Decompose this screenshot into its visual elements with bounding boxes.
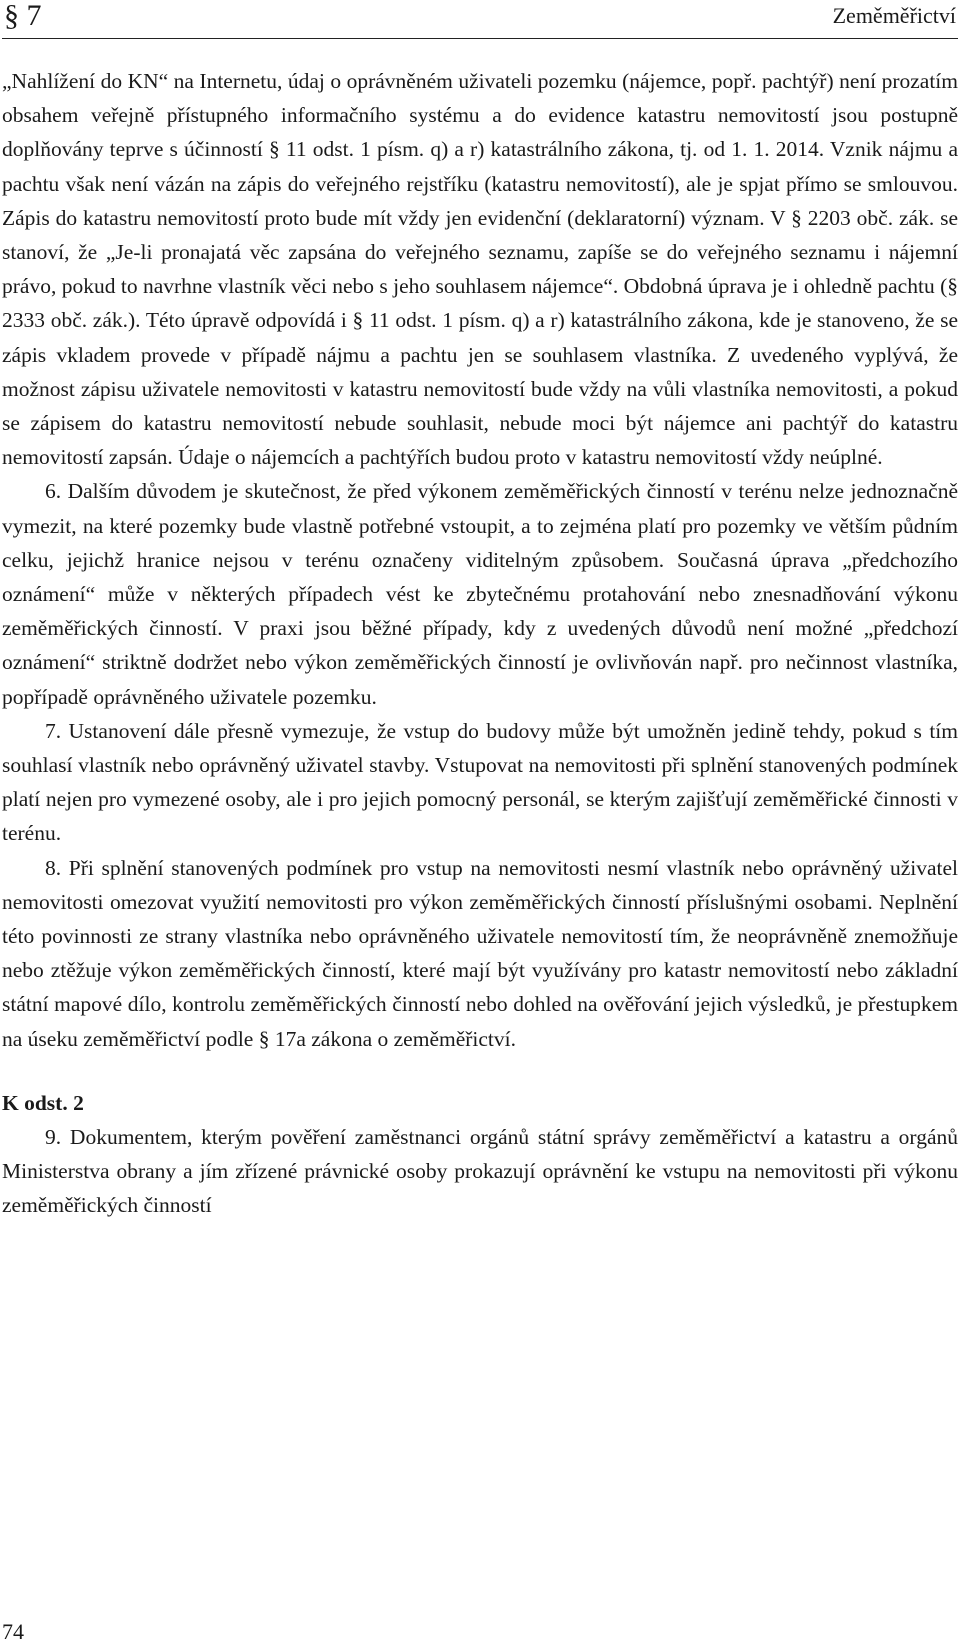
body-text xyxy=(2,64,958,1223)
running-header xyxy=(2,0,958,39)
subheading-k-odst-2: K odst. 2 xyxy=(2,1090,84,1115)
paragraph-6: 6. Dalším důvodem je skutečnost, že před výkonem zeměměřických činností v terénu nelze jednoznačně vymezit, na které pozemky bude vlastně potřebné vstoupit, a to zejména platí pro pozemky ve větším půdním celku, jejichž hranice nejsou v terénu označeny viditelným způsobem. Současná úprava „předchozího oznámení“ může v některých případech vést ke zbytečnému protahování nebo znesnadňování výkonu zeměměřických činností. V praxi jsou běžné případy, kdy z uvedených důvodů není možné „předchozí oznámení“ striktně dodržet nebo výkon zeměměřických činností je ovlivňován např. pro nečinnost vlastníka, popřípadě oprávněného uživatele pozemku. xyxy=(2,479,958,709)
running-title: Zeměměřictví xyxy=(832,3,956,28)
paragraph-8: 8. Při splnění stanovených podmínek pro vstup na nemovitosti nesmí vlastník nebo oprávněný uživatel nemovitosti omezovat využití nemovitosti pro výkon zeměměřických činností příslušnými osobami. Neplnění této povinnosti ze strany vlastníka nebo oprávněného uživatele nemovitostí tím, že neoprávněně znemožňuje nebo ztěžuje výkon zeměměřických činností, které mají být využívány pro katastr nemovitostí nebo základní státní mapové dílo, kontrolu zeměměřických činností nebo dohled na ověřování jejich výsledků, je přestupkem na úseku zeměměřictví podle § 17a zákona o zeměměřictví. xyxy=(2,855,958,1051)
paragraph-7: 7. Ustanovení dále přesně vymezuje, že vstup do budovy může být umožněn jedině tehdy, pokud s tím souhlasí vlastník nebo oprávněný uživatel stavby. Vstupovat na nemovitosti při splnění stanovených podmínek platí nejen pro vymezené osoby, ale i pro jejich pomocný personál, se kterým zajišťují zeměměřické činnosti v terénu. xyxy=(2,718,958,846)
paragraph-continuation: „Nahlížení do KN“ na Internetu, údaj o oprávněném uživateli pozemku (nájemce, popř. pachtýř) není prozatím obsahem veřejně přístupného informačního systému a do evidence katastru nemovitostí jsou postupně doplňovány teprve s účinností § 11 odst. 1 písm. q) a r) katastrálního zákona, tj. od 1. 1. 2014. Vznik nájmu a pachtu však není vázán na zápis do veřejného rejstříku (katastru nemovitostí), ale je spjat přímo se smlouvou. Zápis do katastru nemovitostí proto bude mít vždy jen evidenční (deklaratorní) význam. V § 2203 obč. zák. se stanoví, že „Je-li pronajatá věc zapsána do veřejného seznamu, zapíše se do veřejného seznamu i nájemní právo, pokud to navrhne vlastník věci nebo s jeho souhlasem nájemce“. Obdobná úprava je i ohledně pachtu (§ 2333 obč. zák.). Této úpravě odpovídá i § 11 odst. 1 písm. q) a r) katastrálního zákona, kde je stanoveno, že se zápis vkladem provede v případě nájmu a pachtu jen se souhlasem vlastníka. Z uvedeného vyplývá, že možnost zápisu uživatele nemovitosti v katastru nemovitostí bude vždy na vůli vlastníka nemovitosti, a pokud se zápisem do katastru nemovitostí nebude souhlasit, nebude moci být nájemce ani pachtýř do katastru nemovitostí zapsán. Údaje o nájemcích a pachtýřích budou proto v katastru nemovitostí vždy neúplné. xyxy=(2,69,958,470)
page-number: 74 xyxy=(2,1619,24,1644)
paragraph-9: 9. Dokumentem, kterým pověření zaměstnanci orgánů státní správy zeměměřictví a katastru a orgánů Ministerstva obrany a jím zřízené právnické osoby prokazují oprávnění ke vstupu na nemovitosti při výkonu zeměměřických činností xyxy=(2,1124,958,1218)
section-mark: § 7 xyxy=(4,0,42,32)
